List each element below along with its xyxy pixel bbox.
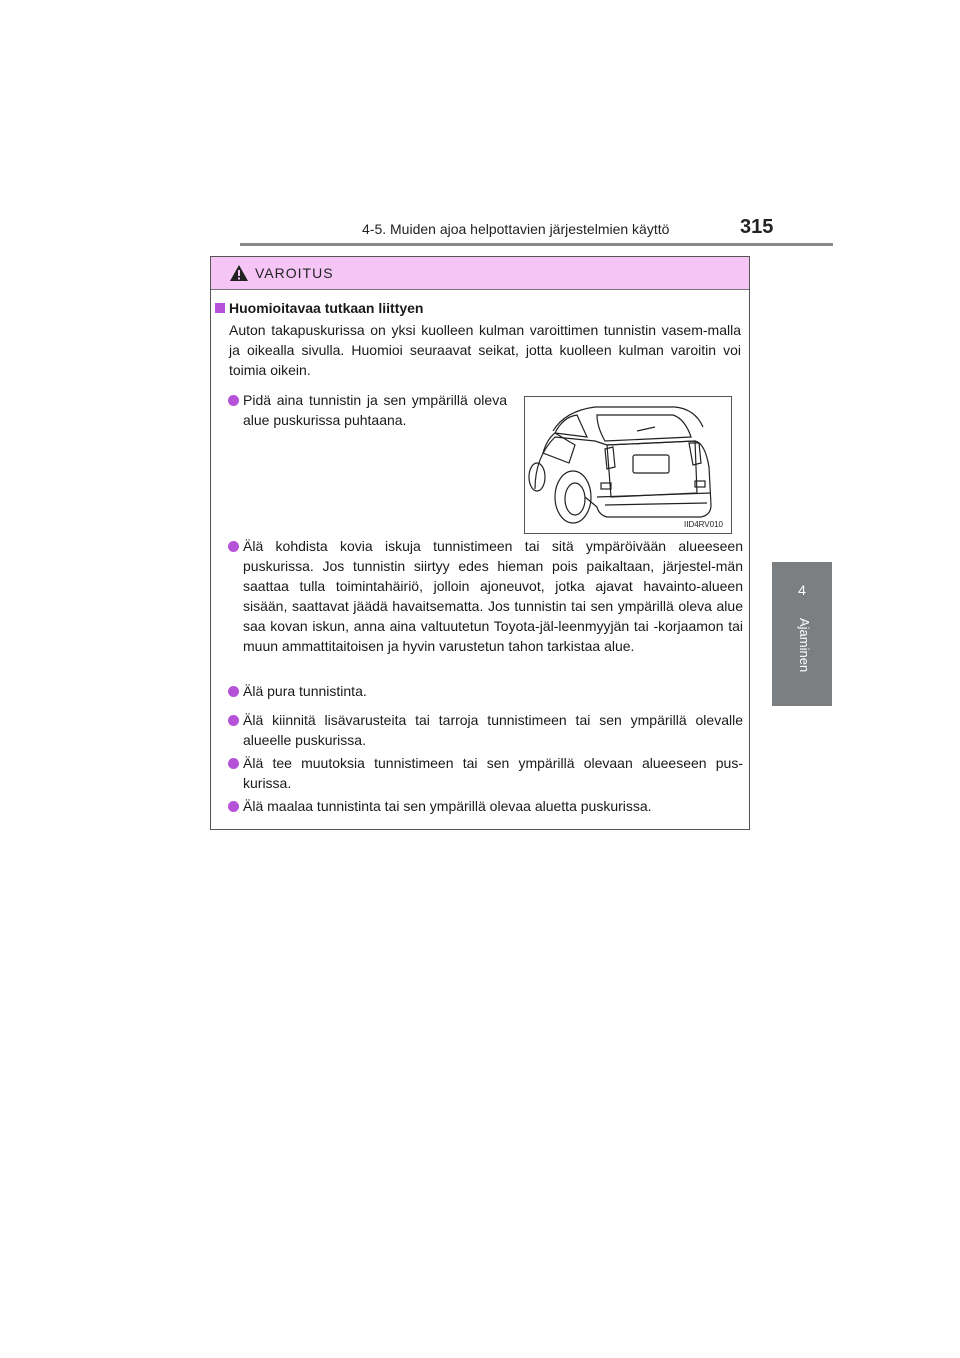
- warning-box: [210, 256, 750, 830]
- header-divider: [240, 243, 833, 246]
- intro-paragraph: Auton takapuskurissa on yksi kuolleen kulman varoittimen tunnistin vasem-malla ja oikealla sivulla. Huomioi seuraavat seikat, jotta kuolleen kulman varoitin voi toimia oikein.: [229, 322, 741, 378]
- bullet-dot-icon: [228, 715, 239, 726]
- bullet-dot-icon: [228, 686, 239, 697]
- figure-code: IID4RV010: [684, 520, 723, 529]
- bullet-item: Älä tee muutoksia tunnistimeen tai sen ympärillä olevaan alueeseen pus-kurissa.: [243, 755, 743, 791]
- chapter-label: Ajaminen: [797, 618, 812, 673]
- page-number: 315: [740, 216, 774, 238]
- bullet-item: Pidä aina tunnistin ja sen ympärillä oleva alue puskurissa puhtaana.: [243, 392, 507, 428]
- car-rear-illustration: [524, 396, 732, 534]
- section-heading-text: Huomioitavaa tutkaan liittyen: [229, 300, 424, 316]
- bullet-dot-icon: [228, 758, 239, 769]
- bullet-item: Älä kiinnitä lisävarusteita tai tarroja tunnistimeen tai sen ympärillä olevalle alueelle puskurissa.: [243, 712, 743, 748]
- warning-header: [211, 257, 749, 290]
- chapter-number: 4: [798, 582, 806, 598]
- bullet-item: Älä maalaa tunnistinta tai sen ympärillä olevaa aluetta puskurissa.: [243, 798, 652, 814]
- suv-rear-view-image: [525, 397, 731, 533]
- chapter-tab: [772, 562, 832, 706]
- square-bullet-icon: [215, 303, 225, 313]
- bullet-dot-icon: [228, 395, 239, 406]
- warning-title: VAROITUS: [255, 265, 334, 281]
- bullet-dot-icon: [228, 541, 239, 552]
- section-heading: [215, 300, 423, 316]
- bullet-item: Älä pura tunnistinta.: [243, 683, 367, 699]
- bullet-item: Älä kohdista kovia iskuja tunnistimeen tai sitä ympäröivään alueeseen puskurissa. Jos tunnistin siirtyy edes hieman pois paikaltaan, järjestel-män saattaa tulla toimintahäiriö, jolloin ajoneuvot, jotka ajavat havainto-alueen sisään, saattavat jäädä havaitsematta. Jos tunnistin tai sen ympärillä oleva alue saa kovan iskun, anna aina valtuutetun Toyota-jäl-leenmyyjän tai -korjaamon tai muun ammattitaitoisen ja hyvin varustetun tahon tarkistaa alue.: [243, 538, 743, 654]
- warning-triangle-icon: [229, 264, 249, 282]
- section-title: 4-5. Muiden ajoa helpottavien järjestelmien käyttö: [362, 221, 670, 237]
- bullet-dot-icon: [228, 801, 239, 812]
